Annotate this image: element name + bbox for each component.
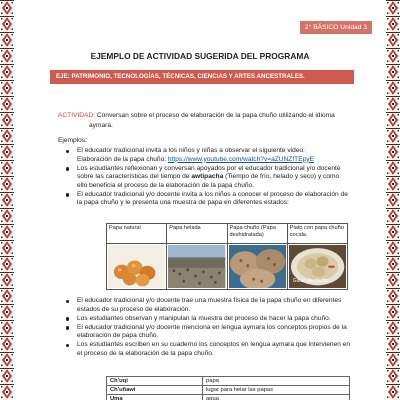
- eje-banner: EJE: PATRIMONIO, TECNOLOGÍAS, TÉCNICAS, CIENCIAS Y ARTES ANCESTRALES.: [50, 70, 354, 84]
- list-item: Los estudiantes escriben en su cuaderno los conceptos en lengua aymara que intervienen en el proceso de la elaboración de la papa chuño.: [77, 341, 351, 357]
- activity-statement: [58, 111, 348, 131]
- steps-list-top: [77, 147, 351, 208]
- vocab-meaning: lugar para helar las papas: [203, 386, 350, 395]
- decorative-border-left: [0, 0, 14, 400]
- activity-text: Conversan sobre el proceso de elaboración de la papa chuño utilizando el idioma: [95, 112, 335, 119]
- list-item: El educador tradicional y/o docente invita a los niños a conocer el proceso de elaboración de la papa chuño y le presenta una muestra de papa en diferentes estados:: [77, 191, 351, 208]
- video-link[interactable]: https://www.youtube.com/watch?v=aZUNZfTEpyE: [167, 155, 314, 163]
- chuno-potatoes-photo: [229, 245, 286, 288]
- table-header-cell: Papa helada: [167, 224, 227, 244]
- potato-states-table: [106, 223, 348, 290]
- table-row: [107, 377, 350, 386]
- vocabulary-table: [106, 376, 350, 400]
- page-title: EJEMPLO DE ACTIVIDAD SUGERIDA DEL PROGRAMA: [90, 51, 310, 61]
- decorative-border-right: [386, 0, 400, 400]
- vocab-word: Uma: [107, 395, 203, 400]
- photo-cell: [227, 244, 287, 290]
- vocab-word: Ch'uñawi: [107, 386, 203, 395]
- vocab-meaning: agua: [203, 395, 350, 400]
- photo-cell: [167, 244, 227, 290]
- photo-cell: [287, 244, 347, 290]
- vocab-meaning: papa: [203, 377, 350, 386]
- awtipacha-term: awtipacha: [191, 173, 224, 181]
- andean-pattern-icon: [386, 0, 400, 400]
- list-item: El educador tradicional y/o docente menciona en lengua aymara los conceptos propios de la elaboración de papa chuño.: [77, 324, 351, 341]
- list-item: Los estudiantes reflexionan y conversan apoyados por el educador tradicional y/o docente sobre las características del tiempo de awtipacha (Tiempo de frío, helado y seco) y como ello beneficia el proceso de la elaboración de la papa chuño.: [77, 165, 351, 191]
- activity-label: ACTIVIDAD:: [58, 112, 96, 119]
- table-header-cell: Papa chuño (Papa deshidratada): [227, 224, 287, 244]
- table-header-cell: Plato con papa chuño cocida.: [287, 224, 347, 244]
- natural-potatoes-photo: [108, 245, 165, 288]
- list-item: Los estudiantes observan y manipulan la muestra del proceso de hacer la papa chuño.: [77, 315, 351, 324]
- dish-caption: Guiso de chuño: [292, 278, 328, 285]
- table-header-cell: Papa natural: [107, 224, 167, 244]
- andean-pattern-icon: [0, 0, 14, 400]
- activity-text-cont: aymara.: [89, 122, 113, 129]
- photo-cell: [107, 244, 167, 290]
- chuno-dish-photo: [289, 245, 346, 288]
- grade-unit-badge: 2° BÁSICO Unidad 3: [300, 21, 372, 34]
- steps-list-bottom: [77, 297, 351, 359]
- list-item: El educador tradicional y/o docente trae una muestra física de la papa chuño en diferentes estados de su proceso de elaboración.: [77, 297, 351, 314]
- table-row: [107, 395, 350, 400]
- table-row: [107, 386, 350, 395]
- vocab-word: Ch'uqi: [107, 377, 203, 386]
- list-item: El educador tradicional invita a los niños y niñas a observar el siguiente video: Elaboración de la papa chuño: https://www.youtube.com/watch?v=aZUNZfTEpyE: [77, 147, 351, 164]
- frozen-potatoes-photo: [168, 245, 225, 288]
- examples-heading: Ejemplos:: [58, 137, 87, 144]
